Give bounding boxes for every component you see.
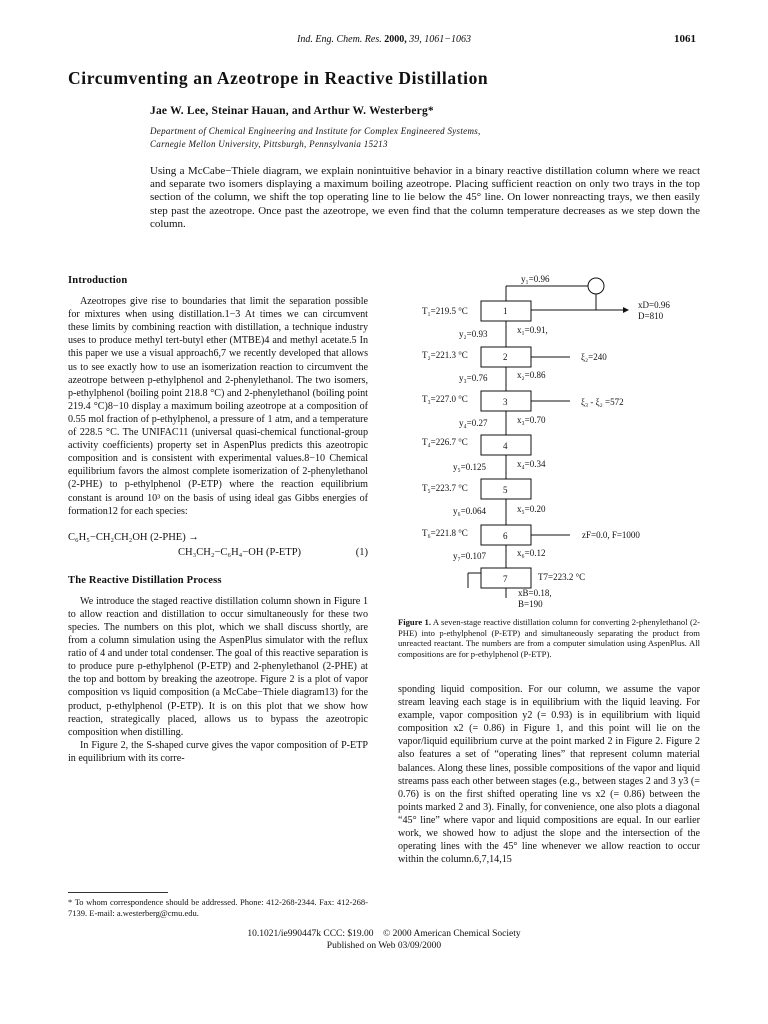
stage-number-3: 3 bbox=[503, 397, 508, 407]
label-vapor-6: y₆=0.064 bbox=[453, 506, 486, 516]
page-footer bbox=[0, 928, 768, 952]
label-vapor-4: y₄=0.27 bbox=[459, 418, 488, 428]
journal-volume: 39, bbox=[409, 34, 422, 45]
label-liquid-1: x₁=0.91, bbox=[517, 325, 548, 335]
label-temp-2: T₂=221.3 °C bbox=[422, 350, 468, 360]
caption-label: Figure 1. bbox=[398, 617, 431, 627]
introduction-heading: Introduction bbox=[68, 275, 128, 286]
figure-1-column-diagram bbox=[398, 270, 700, 612]
label-temp-5: T₅=223.7 °C bbox=[422, 483, 468, 493]
stage-number-6: 6 bbox=[503, 531, 508, 541]
label-temp-6: T₆=221.8 °C bbox=[422, 528, 468, 538]
left-column bbox=[68, 275, 368, 765]
author-list: Jae W. Lee, Steinar Hauan, and Arthur W. Westerberg* bbox=[150, 105, 434, 117]
footnote-rule bbox=[68, 892, 168, 893]
stage-number-4: 4 bbox=[503, 441, 508, 451]
stage-number-5: 5 bbox=[503, 485, 508, 495]
footer-copyright: © 2000 American Chemical Society bbox=[383, 929, 521, 939]
equation-line-1: C₆H₅−CH₂CH₂OH (2-PHE) → bbox=[68, 531, 199, 543]
label-bottoms-flow: B=190 bbox=[518, 599, 543, 609]
reactive-paragraph-1: We introduce the staged reactive distillation column shown in Figure 1 to allow reaction and distillation to occur simultaneously for these two species. The numbers on this plot, which we shall discuss shortly, are from a column simulation using the AspenPlus simulator with the reflux ratio of 4 and under total condenser. The goal of this reactive separation is to produce pure p-ethylphenol (P-ETP) and 2-phenylethanol (2-PHE) at the top and bottom by breaking the azeotrope. Figure 2 is a plot of vapor composition vs liquid composition (a McCabe−Thiele diagram13) for the product, p-ethylphenol (P-ETP). It is on this plot that we show how reaction, strategically placed, allows us to bypass the azeotropic composition when distilling. bbox=[68, 595, 368, 738]
stage-number-7: 7 bbox=[503, 574, 508, 584]
reactive-paragraph-2: In Figure 2, the S-shaped curve gives the vapor composition of P-ETP in equilibrium with its corre- bbox=[68, 739, 368, 764]
reactive-paragraph-3: sponding liquid composition. For our column, we assume the vapor stream leaving each stage is in equilibrium with the liquid leaving. For example, vapor composition y2 (= 0.93) is in equilibrium with liquid composition x2 (= 0.86) in Figure 1, and this point will lie on the vapor/liquid equilibrium curve at the point marked 2 in Figure 2. Figure 2 also features a set of “operating lines” that represent column material balances. Along these lines, possible compositions of the vapor and liquid streams pass each other between stages (e.g., between stages 2 and 3 y3 (= 0.76) is on the first shifted operating line vs x2 (= 0.86) between the points marked 2 and 3). Finally, for convenience, one also plots a diagonal “45° line” where vapor and liquid compositions are equal. In our earlier work, we showed how to adjust the slope and the intersection of the operating lines with the 45° line whenever we allow reaction to occur within the column.6,7,14,15 bbox=[398, 684, 700, 866]
journal-name: Ind. Eng. Chem. Res. bbox=[297, 34, 382, 45]
article-title: Circumventing an Azeotrope in Reactive Distillation bbox=[68, 68, 489, 88]
label-bottoms-comp: xB=0.18, bbox=[518, 588, 552, 598]
footer-published: Published on Web 03/09/2000 bbox=[326, 941, 442, 951]
label-liquid-5: x₅=0.20 bbox=[517, 504, 546, 514]
label-vapor-3: y₃=0.76 bbox=[459, 373, 488, 383]
reactive-process-heading: The Reactive Distillation Process bbox=[68, 574, 222, 586]
label-distillate-comp: xD=0.96 bbox=[638, 300, 670, 310]
introduction-paragraph: Azeotropes give rise to boundaries that limit the separation possible for mixtures when using distillation.1−3 At times we can circumvent these limits by combining reaction with distillation, a technique industry uses to produce methyl tert-butyl ether (MTBE)4 and methyl acetate.5 In this paper we use a visual approach6,7 we recently developed that allows us to see exactly how to use an isomerization reaction to circumvent the azeotrope between p-ethylphenol and 2-phenylethanol. The two isomers, p-ethylphenol (boiling point 218.8 °C) and 2-phenylethanol (boiling point 219.4 °C)8−10 display a maximum boiling azeotrope at a composition of 0.55 mol fraction of p-ethylphenol, a pressure of 1 atm, and a temperature of 228.5 °C. The UNIFAC11 (universal quasi-chemical functional-group activity coefficients) property set in AspenPlus predicts this azeotropic composition and is consistent with experimental values.8−10 Chemical equilibrium favors the almost complete isomerization of 2-phenylethanol (2-PHE) to p-ethylphenol (P-ETP) where the reaction equilibrium constant is around 10³ on the basis of using ideal gas Gibbs energies of formation12 for each species: bbox=[68, 296, 368, 517]
journal-year: 2000, bbox=[384, 34, 407, 45]
label-liquid-3: x₃=0.70 bbox=[517, 415, 546, 425]
label-vapor-1: y₁=0.96 bbox=[521, 274, 550, 284]
stage-number-2: 2 bbox=[503, 352, 508, 362]
label-vapor-2: y₂=0.93 bbox=[459, 329, 488, 339]
label-liquid-6: x₆=0.12 bbox=[517, 548, 546, 558]
condenser-symbol bbox=[588, 278, 604, 294]
label-temp-4: T₄=226.7 °C bbox=[422, 437, 468, 447]
label-xi2: ξ₂=240 bbox=[581, 352, 607, 362]
page-number: 1061 bbox=[674, 33, 696, 45]
label-distillate-flow: D=810 bbox=[638, 311, 664, 321]
equation-number: (1) bbox=[355, 546, 368, 558]
label-liquid-4: x₄=0.34 bbox=[517, 459, 546, 469]
equation-1 bbox=[68, 530, 368, 560]
footer-doi: 10.1021/ie990447k CCC: $19.00 bbox=[247, 929, 374, 939]
affiliation-line-2: Carnegie Mellon University, Pittsburgh, Pennsylvania 15213 bbox=[150, 138, 388, 149]
label-vapor-5: y₅=0.125 bbox=[453, 462, 486, 472]
running-header-citation bbox=[0, 34, 768, 45]
label-temp-7: T7=223.2 °C bbox=[538, 572, 586, 582]
label-xi3: ξ₃ - ξ₂ =572 bbox=[581, 397, 624, 407]
figure-1-caption bbox=[398, 617, 700, 659]
footnote: * To whom correspondence should be addressed. Phone: 412-268-2344. Fax: 412-268-7139. E-mail: a.westerberg@cmu.edu. bbox=[68, 897, 368, 918]
affiliation bbox=[150, 125, 481, 150]
abstract: Using a McCabe−Thiele diagram, we explain nonintuitive behavior in a binary reactive distillation column where we react and separate two isomers displaying a maximum boiling azeotrope. Placing sufficient reaction on only two trays in the top section of the column, we shift the top operating line to lie below the 45° line. On lower nonreacting trays, we then easily step past the azeotrope. Once past the azeotrope, we even find that the column temperature decreases as we step down the column. bbox=[150, 165, 700, 230]
caption-text: A seven-stage reactive distillation column for converting 2-phenylethanol (2-PHE) into p-ethylphenol (P-ETP) and simultaneously separating the product from unreacted reactant. The numbers are from a computer simulation using AspenPlus. All compositions are for p-ethylphenol (P-ETP). bbox=[398, 617, 700, 659]
label-temp-3: T₃=227.0 °C bbox=[422, 394, 468, 404]
label-vapor-7: y₇=0.107 bbox=[453, 551, 486, 561]
stage-number-1: 1 bbox=[503, 306, 508, 316]
right-column bbox=[398, 683, 700, 866]
equation-line-2: CH₃CH₂−C₆H₄−OH (P-ETP) bbox=[178, 546, 302, 558]
journal-pages: 1061−1063 bbox=[424, 34, 471, 45]
affiliation-line-1: Department of Chemical Engineering and Institute for Complex Engineered Systems, bbox=[150, 126, 481, 136]
label-liquid-2: x₂=0.86 bbox=[517, 370, 546, 380]
label-feed: zF=0.0, F=1000 bbox=[582, 530, 640, 540]
label-temp-1: T₁=219.5 °C bbox=[422, 306, 468, 316]
